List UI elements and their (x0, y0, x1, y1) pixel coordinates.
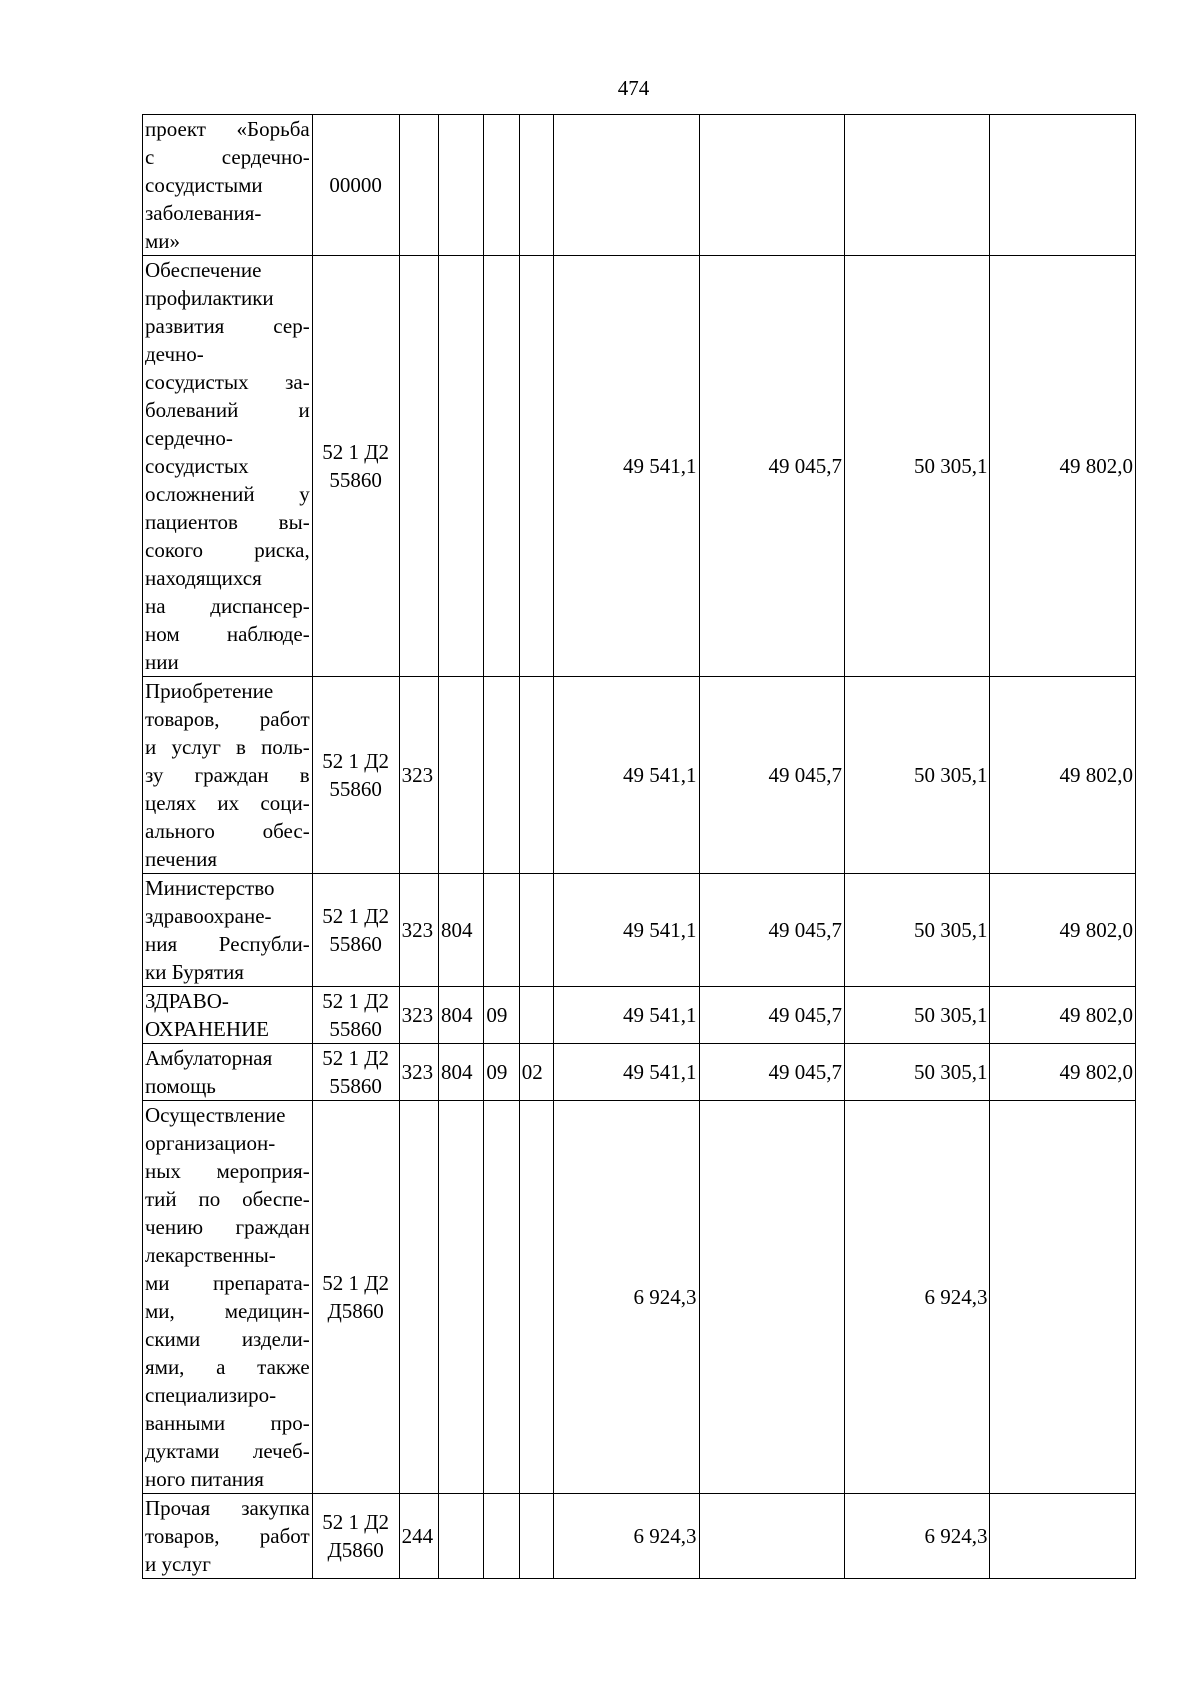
target-article-cell (312, 987, 399, 1044)
item-name-line: помощь (145, 1074, 216, 1098)
item-name-line: осложнений у (145, 482, 310, 506)
target-article-line: 52 1 Д2 (322, 440, 390, 464)
item-name-line: на диспансер- (145, 594, 310, 618)
item-name-cell (143, 115, 313, 256)
target-article-cell (312, 677, 399, 874)
item-name-line: дечно- (145, 342, 204, 366)
section-code-cell (484, 874, 519, 987)
amount-3-cell: 50 305,1 (845, 1044, 990, 1101)
item-name-line: сосудистых (145, 454, 249, 478)
target-article-line: 55860 (329, 468, 382, 492)
subsection-code-cell (519, 1101, 553, 1494)
table-row (143, 874, 1136, 987)
amount-1-cell: 49 541,1 (554, 987, 699, 1044)
target-article-line: 52 1 Д2 (322, 1271, 390, 1295)
table-row (143, 256, 1136, 677)
item-name-line: Приобретение (145, 679, 274, 703)
item-name-line: Министерство (145, 876, 275, 900)
item-name-cell (143, 1101, 313, 1494)
amount-1-cell: 49 541,1 (554, 256, 699, 677)
expense-type-cell: 244 (399, 1494, 438, 1579)
amount-4-cell (990, 1101, 1136, 1494)
table-row (143, 677, 1136, 874)
amount-2-cell (699, 1101, 844, 1494)
item-name-line: с сердечно- (145, 145, 310, 169)
item-name-cell (143, 1044, 313, 1101)
department-code-cell: 804 (438, 874, 483, 987)
amount-1-cell (554, 115, 699, 256)
item-name-line: находящихся (145, 566, 262, 590)
table-row (143, 987, 1136, 1044)
expense-type-cell: 323 (399, 987, 438, 1044)
item-name-line: ных мероприя- (145, 1159, 310, 1183)
target-article-line: 52 1 Д2 (322, 1510, 390, 1534)
item-name-line: зу граждан в (145, 763, 310, 787)
subsection-code-cell (519, 987, 553, 1044)
amount-4-cell: 49 802,0 (990, 1044, 1136, 1101)
item-name-line: ями, а также (145, 1355, 310, 1379)
department-code-cell: 804 (438, 987, 483, 1044)
target-article-cell (312, 1044, 399, 1101)
section-code-cell (484, 115, 519, 256)
amount-3-cell: 50 305,1 (845, 677, 990, 874)
item-name-line: и услуг (145, 1552, 211, 1576)
amount-2-cell: 49 045,7 (699, 256, 844, 677)
item-name-line: ЗДРАВО- (145, 989, 229, 1013)
amount-1-cell: 49 541,1 (554, 677, 699, 874)
table-row (143, 1101, 1136, 1494)
target-article-cell (312, 1494, 399, 1579)
amount-2-cell: 49 045,7 (699, 874, 844, 987)
item-name-line: Прочая закупка (145, 1496, 310, 1520)
item-name-line: печения (145, 847, 218, 871)
amount-4-cell (990, 115, 1136, 256)
item-name-line: профилактики (145, 286, 274, 310)
expense-type-cell (399, 256, 438, 677)
amount-3-cell: 6 924,3 (845, 1494, 990, 1579)
item-name-line: нии (145, 650, 179, 674)
amount-4-cell: 49 802,0 (990, 874, 1136, 987)
item-name-line: целях их соци- (145, 791, 310, 815)
section-code-cell (484, 256, 519, 677)
amount-4-cell: 49 802,0 (990, 256, 1136, 677)
item-name-line: и услуг в поль- (145, 735, 310, 759)
amount-2-cell (699, 115, 844, 256)
item-name-line: Обеспечение (145, 258, 262, 282)
item-name-line: лекарственны- (145, 1243, 276, 1267)
department-code-cell (438, 677, 483, 874)
item-name-line: заболевания- (145, 201, 262, 225)
item-name-line: скими издели- (145, 1327, 310, 1351)
subsection-code-cell (519, 115, 553, 256)
amount-3-cell: 50 305,1 (845, 256, 990, 677)
item-name-line: Амбулаторная (145, 1046, 273, 1070)
item-name-line: ОХРАНЕНИЕ (145, 1017, 270, 1041)
target-article-line: 52 1 Д2 (322, 749, 390, 773)
item-name-line: пациентов вы- (145, 510, 310, 534)
item-name-line: сосудистых за- (145, 370, 310, 394)
item-name-line: ния Республи- (145, 932, 310, 956)
item-name-line: Осуществление (145, 1103, 286, 1127)
item-name-line: ванными про- (145, 1411, 310, 1435)
section-code-cell (484, 677, 519, 874)
item-name-line: развития сер- (145, 314, 310, 338)
item-name-line: дуктами лечеб- (145, 1439, 310, 1463)
item-name-line: ки Бурятия (145, 960, 244, 984)
target-article-line: 00000 (329, 173, 382, 197)
target-article-cell (312, 1101, 399, 1494)
subsection-code-cell (519, 874, 553, 987)
expense-type-cell: 323 (399, 874, 438, 987)
amount-4-cell (990, 1494, 1136, 1579)
item-name-cell (143, 874, 313, 987)
target-article-line: Д5860 (327, 1299, 384, 1323)
amount-3-cell: 6 924,3 (845, 1101, 990, 1494)
item-name-line: ального обес- (145, 819, 310, 843)
item-name-line: сердечно- (145, 426, 233, 450)
department-code-cell: 804 (438, 1044, 483, 1101)
expense-type-cell: 323 (399, 677, 438, 874)
item-name-line: специализиро- (145, 1383, 277, 1407)
item-name-line: товаров, работ (145, 1524, 310, 1548)
amount-1-cell: 6 924,3 (554, 1494, 699, 1579)
item-name-line: ном наблюде- (145, 622, 310, 646)
department-code-cell (438, 115, 483, 256)
subsection-code-cell: 02 (519, 1044, 553, 1101)
item-name-cell (143, 987, 313, 1044)
amount-1-cell: 49 541,1 (554, 1044, 699, 1101)
target-article-line: 55860 (329, 932, 382, 956)
amount-1-cell: 6 924,3 (554, 1101, 699, 1494)
item-name-line: здравоохране- (145, 904, 272, 928)
item-name-line: сокого риска, (145, 538, 310, 562)
item-name-line: товаров, работ (145, 707, 310, 731)
department-code-cell (438, 1494, 483, 1579)
table-row (143, 1044, 1136, 1101)
item-name-line: чению граждан (145, 1215, 310, 1239)
section-code-cell: 09 (484, 1044, 519, 1101)
target-article-line: 52 1 Д2 (322, 904, 390, 928)
department-code-cell (438, 256, 483, 677)
item-name-line: ми препарата- (145, 1271, 310, 1295)
amount-4-cell: 49 802,0 (990, 677, 1136, 874)
target-article-line: 55860 (329, 1074, 382, 1098)
subsection-code-cell (519, 677, 553, 874)
table-body (143, 115, 1136, 1579)
subsection-code-cell (519, 1494, 553, 1579)
target-article-line: 52 1 Д2 (322, 1046, 390, 1070)
amount-2-cell: 49 045,7 (699, 987, 844, 1044)
target-article-cell (312, 115, 399, 256)
table-row (143, 1494, 1136, 1579)
department-code-cell (438, 1101, 483, 1494)
table-row (143, 115, 1136, 256)
section-code-cell: 09 (484, 987, 519, 1044)
budget-table (142, 114, 1136, 1579)
item-name-line: сосудистыми (145, 173, 263, 197)
target-article-line: Д5860 (327, 1538, 384, 1562)
subsection-code-cell (519, 256, 553, 677)
target-article-line: 55860 (329, 777, 382, 801)
item-name-line: организацион- (145, 1131, 276, 1155)
item-name-cell (143, 256, 313, 677)
page-number: 474 (617, 76, 650, 100)
item-name-cell (143, 677, 313, 874)
target-article-line: 52 1 Д2 (322, 989, 390, 1013)
item-name-line: болеваний и (145, 398, 310, 422)
section-code-cell (484, 1494, 519, 1579)
expense-type-cell: 323 (399, 1044, 438, 1101)
expense-type-cell (399, 1101, 438, 1494)
item-name-line: проект «Борьба (145, 117, 310, 141)
item-name-line: ми, медицин- (145, 1299, 310, 1323)
section-code-cell (484, 1101, 519, 1494)
amount-1-cell: 49 541,1 (554, 874, 699, 987)
item-name-line: тий по обеспе- (145, 1187, 310, 1211)
amount-3-cell: 50 305,1 (845, 987, 990, 1044)
amount-3-cell (845, 115, 990, 256)
amount-4-cell: 49 802,0 (990, 987, 1136, 1044)
amount-2-cell (699, 1494, 844, 1579)
target-article-line: 55860 (329, 1017, 382, 1041)
item-name-line: ми» (145, 229, 181, 253)
amount-2-cell: 49 045,7 (699, 677, 844, 874)
item-name-line: ного питания (145, 1467, 264, 1491)
target-article-cell (312, 874, 399, 987)
expense-type-cell (399, 115, 438, 256)
amount-2-cell: 49 045,7 (699, 1044, 844, 1101)
target-article-cell (312, 256, 399, 677)
item-name-cell (143, 1494, 313, 1579)
amount-3-cell: 50 305,1 (845, 874, 990, 987)
